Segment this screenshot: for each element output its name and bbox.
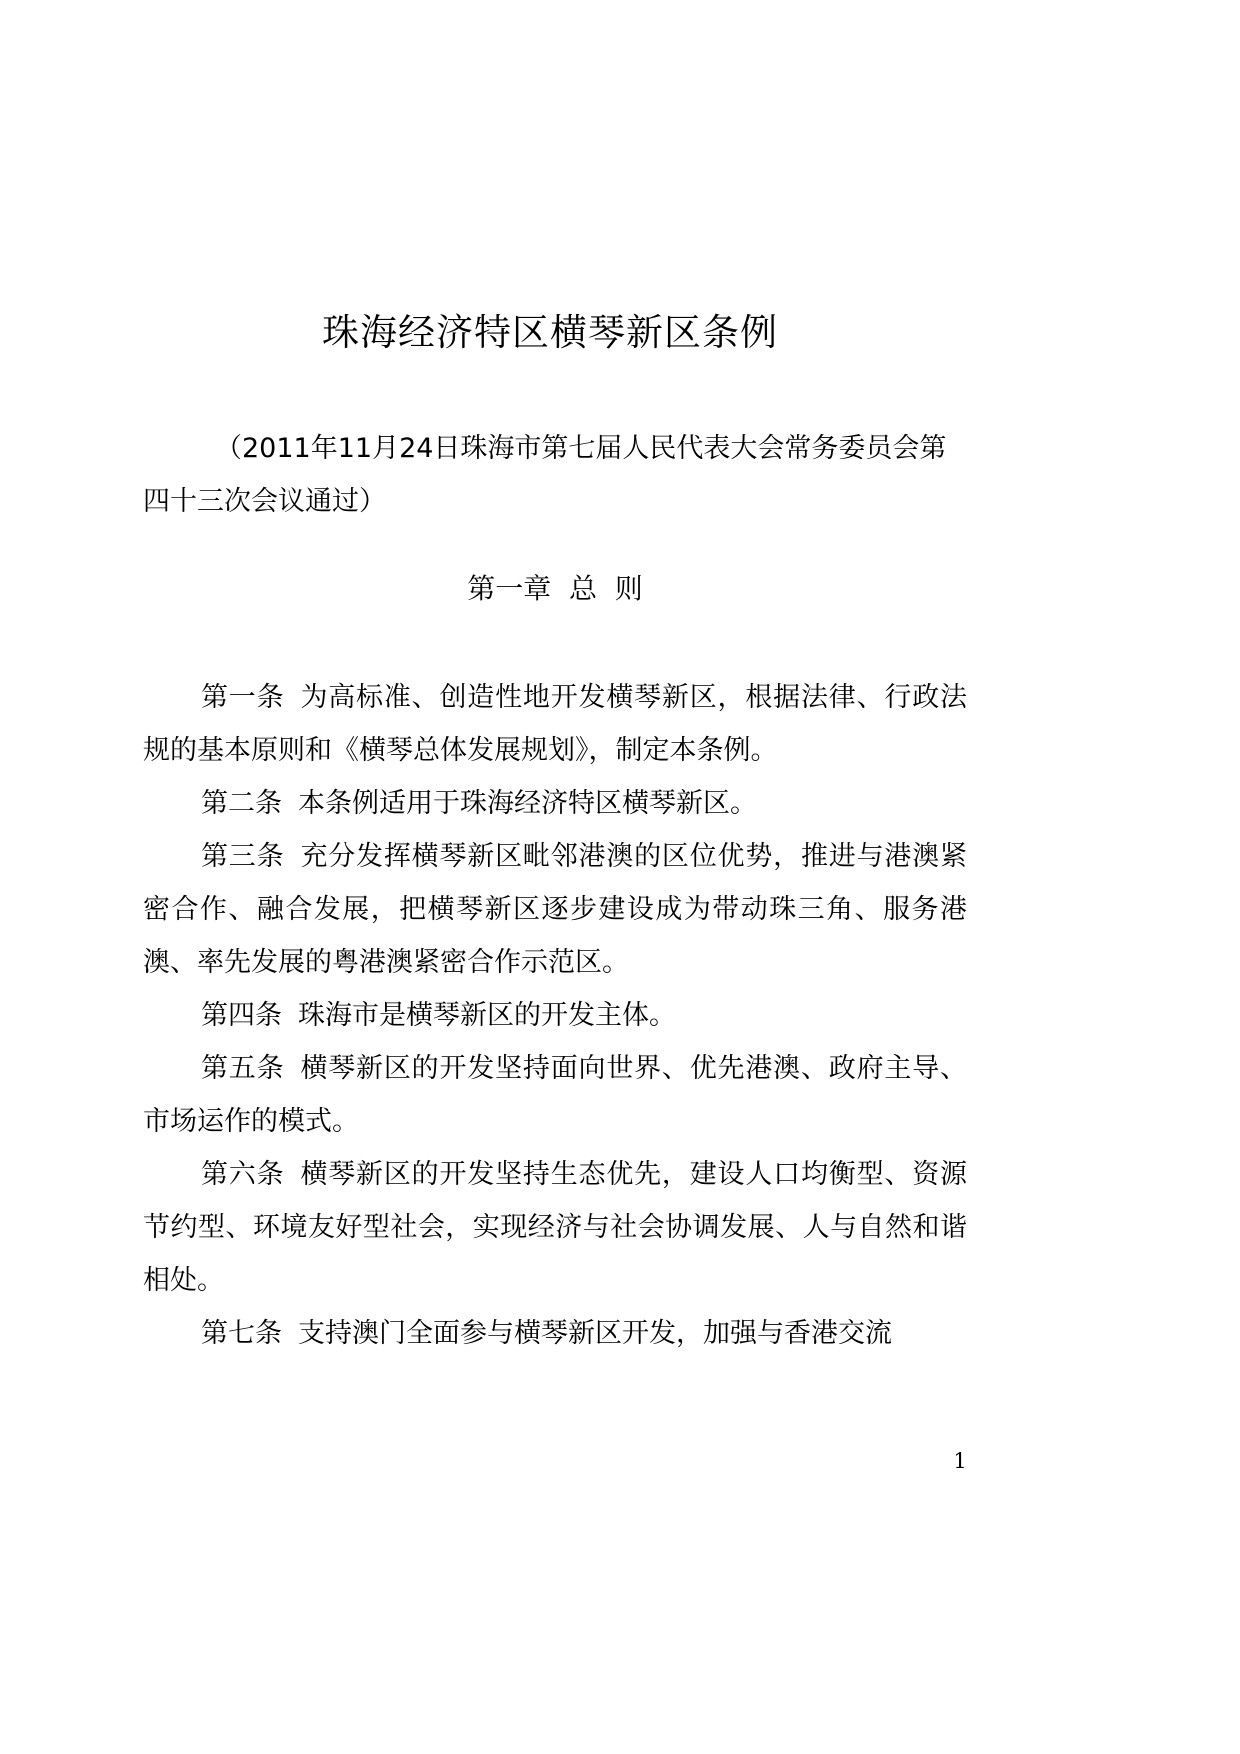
article-number: 第七条 (201, 1318, 282, 1349)
article-text: 充分发挥横琴新区毗邻港澳的区位优势，推进与港澳紧密合作、融合发展，把横琴新区逐步建设成为带动珠三角、服务港澳、率先发展的粤港澳紧密合作示范区。 (143, 841, 968, 978)
article-text: 横琴新区的开发坚持面向世界、优先港澳、政府主导、市场运作的模式。 (143, 1053, 968, 1137)
chapter-heading: 第一章 总 则 (467, 572, 643, 605)
article-1 (143, 671, 967, 777)
page-number: 1 (953, 1449, 967, 1473)
article-7 (143, 1307, 967, 1360)
article-number: 第三条 (201, 841, 285, 872)
adoption-note: （2011年11月24日珠海市第七届人民代表大会常务委员会第四十三次会议通过） (143, 433, 947, 517)
article-text: 珠海市是横琴新区的开发主体。 (298, 1000, 676, 1031)
article-number: 第一条 (201, 682, 285, 713)
article-text: 为高标准、创造性地开发横琴新区，根据法律、行政法规的基本原则和《横琴总体发展规划》，制定本条例。 (143, 682, 968, 766)
article-text: 支持澳门全面参与横琴新区开发，加强与香港交流 (298, 1318, 892, 1349)
article-number: 第二条 (201, 788, 282, 819)
article-text: 本条例适用于珠海经济特区横琴新区。 (298, 788, 757, 819)
article-2 (143, 777, 967, 830)
articles-list (143, 671, 967, 1360)
article-number: 第五条 (201, 1053, 285, 1084)
article-number: 第六条 (201, 1159, 285, 1190)
article-4 (143, 989, 967, 1042)
article-number: 第四条 (201, 1000, 282, 1031)
article-3 (143, 830, 967, 989)
document-title: 珠海经济特区横琴新区条例 (322, 311, 778, 354)
article-5 (143, 1042, 967, 1148)
article-6 (143, 1148, 967, 1307)
article-text: 横琴新区的开发坚持生态优先，建设人口均衡型、资源节约型、环境友好型社会，实现经济与社会协调发展、人与自然和谐相处。 (143, 1159, 968, 1296)
